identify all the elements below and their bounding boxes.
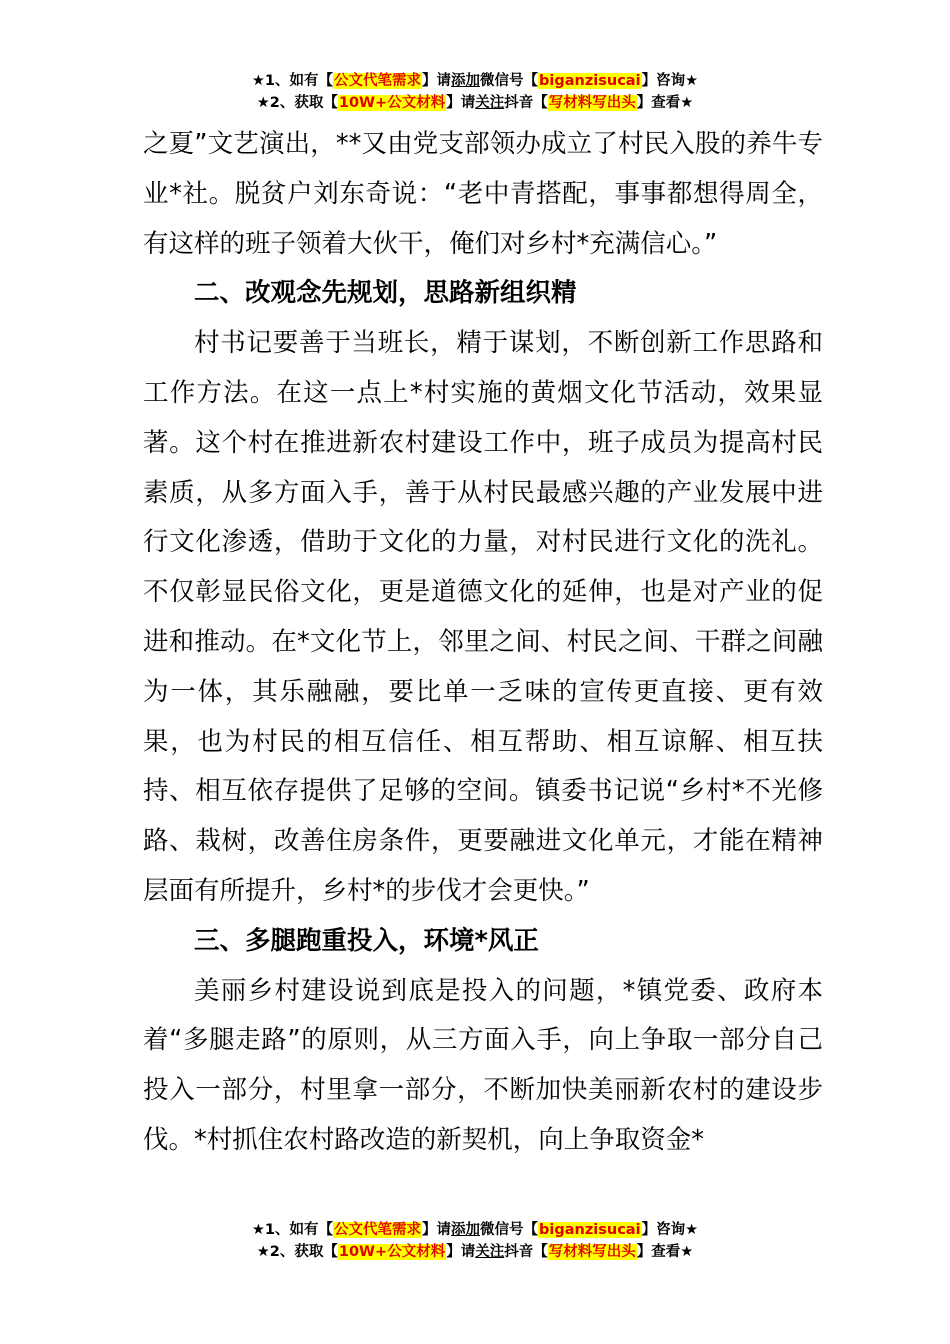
banner-line-1: ★1、如有【公文代笔需求】请添加微信号【biganzisucai】咨询★ <box>251 73 699 89</box>
highlight-douyin-account: 写材料写出头 <box>548 95 636 111</box>
footer-banner <box>0 1219 950 1263</box>
highlight-materials: 10W+公文材料 <box>338 95 446 111</box>
header-banner <box>0 70 950 114</box>
banner-line-2: ★2、获取【10W+公文材料】请关注抖音【写材料写出头】查看★ <box>256 95 694 111</box>
paragraph: 之夏”文艺演出，**又由党支部领办成立了村民入股的养牛专业*社。脱贫户刘东奇说：“老中青搭配，事事都想得周全，有这样的班子领着大伙干，俺们对乡村*充满信心。” <box>143 129 823 259</box>
section-heading: 三、多腿跑重投入，环境*风正 <box>194 925 539 956</box>
highlight-wechat-id: biganzisucai <box>539 1222 641 1238</box>
paragraph: 村书记要善于当班长，精于谋划，不断创新工作思路和工作方法。在这一点上*村实施的黄烟文化节活动，效果显著。这个村在推进新农村建设工作中，班子成员为提高村民素质，从多方面入手，善于从村民最感兴趣的产业发展中进行文化渗透，借助于文化的力量，对村民进行文化的洗礼。不仅彰显民俗文化，更是道德文化的延伸，也是对产业的促进和推动。在*文化节上，邻里之间、村民之间、干群之间融为一体，其乐融融，要比单一乏味的宣传更直接、更有效果，也为村民的相互信任、相互帮助、相互谅解、相互扶持、相互依存提供了足够的空间。镇委书记说“乡村*不光修路、栽树，改善住房条件，更要融进文化单元，才能在精神层面有所提升，乡村*的步伐才会更快。” <box>143 328 823 906</box>
highlight-douyin-account: 写材料写出头 <box>548 1244 636 1260</box>
highlight-service: 公文代笔需求 <box>334 73 422 89</box>
section-heading: 二、改观念先规划，思路新组织精 <box>194 278 577 309</box>
highlight-materials: 10W+公文材料 <box>338 1244 446 1260</box>
document-body <box>143 120 823 1166</box>
highlight-service: 公文代笔需求 <box>334 1222 422 1238</box>
highlight-wechat-id: biganzisucai <box>539 73 641 89</box>
banner-line-1: ★1、如有【公文代笔需求】请添加微信号【biganzisucai】咨询★ <box>251 1222 699 1238</box>
paragraph: 美丽乡村建设说到底是投入的问题，*镇党委、政府本着“多腿走路”的原则，从三方面入手，向上争取一部分自己投入一部分，村里拿一部分，不断加快美丽新农村的建设步伐。*村抓住农村路改造的新契机，向上争取资金* <box>143 975 823 1155</box>
banner-line-2: ★2、获取【10W+公文材料】请关注抖音【写材料写出头】查看★ <box>256 1244 694 1260</box>
